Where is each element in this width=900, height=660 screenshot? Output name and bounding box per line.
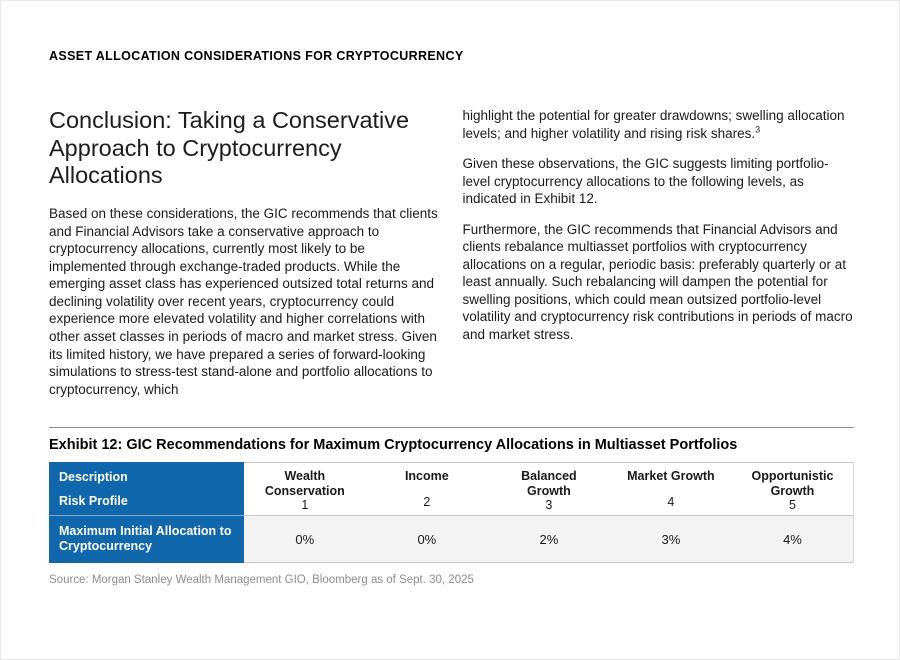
column-header-balanced-growth: Balanced Growth 3 — [488, 462, 610, 516]
column-header-income: Income 2 — [366, 462, 488, 516]
value-cell-market-growth: 3% — [610, 516, 732, 563]
section-title: Conclusion: Taking a Conservative Approach to Cryptocurrency Allocations — [49, 107, 410, 189]
value-cell-opportunistic-growth: 4% — [732, 516, 854, 563]
source-note: Source: Morgan Stanley Wealth Management GIO, Bloomberg as of Sept. 30, 2025 — [49, 574, 474, 587]
table-header-row — [49, 462, 854, 516]
value-cell-income: 0% — [366, 516, 488, 563]
paragraph: Given these observations, the GIC suggests limiting portfolio-level cryptocurrency allocations to the following levels, as indicated in Exhibit 12. — [462, 156, 829, 207]
left-column — [49, 107, 441, 411]
column-header-wealth-conservation: Wealth Conservation 1 — [244, 462, 366, 516]
paragraph-text: highlight the potential for greater drawdowns; swelling allocation levels; and higher volatility and rising risk shares. — [462, 108, 845, 141]
paragraph — [463, 107, 855, 142]
document-header: ASSET ALLOCATION CONSIDERATIONS FOR CRYPTOCURRENCY — [49, 49, 464, 63]
exhibit-title: Exhibit 12: GIC Recommendations for Maximum Cryptocurrency Allocations in Multiasset Portfolios — [49, 437, 738, 454]
column-header-market-growth: Market Growth 4 — [610, 462, 732, 516]
right-column — [463, 107, 855, 411]
corner-label-risk-profile: Risk Profile — [59, 494, 128, 509]
exhibit-section — [49, 427, 854, 586]
paragraph: Furthermore, the GIC recommends that Financial Advisors and clients rebalance multiasset portfolios with cryptocurrency allocations on a regular, periodic basis: preferably quarterly or at least annually. Such rebalancing will dampen the potential for swelling positions, which could mean outsized portfolio-level volatility and cryptocurrency risk contributions in periods of macro and market stress. — [462, 221, 853, 343]
value-cell-wealth-conservation: 0% — [244, 516, 366, 563]
table-corner-cell — [49, 462, 244, 516]
column-header-opportunistic-growth: Opportunistic Growth 5 — [732, 462, 854, 516]
allocation-table — [49, 462, 854, 563]
row-label-cell: Maximum Initial Allocation to Cryptocurrency — [49, 516, 244, 563]
paragraph: Based on these considerations, the GIC recommends that clients and Financial Advisors take a conservative approach to cryptocurrency allocations, currently most likely to be implemented through exchange-traded products. While the emerging asset class has experienced outsized total returns and declining volatility over recent years, cryptocurrency could experience more elevated volatility and higher correlations with other asset classes in periods of macro and market stress. Given its limited history, we have prepared a series of forward-looking simulations to stress-test stand-alone and portfolio allocations to cryptocurrency, which — [49, 206, 438, 397]
value-cell-balanced-growth: 2% — [488, 516, 610, 563]
body-columns — [49, 107, 854, 411]
table-data-row — [49, 516, 854, 563]
corner-label-description: Description — [59, 470, 128, 485]
footnote-ref: 3 — [755, 124, 761, 135]
